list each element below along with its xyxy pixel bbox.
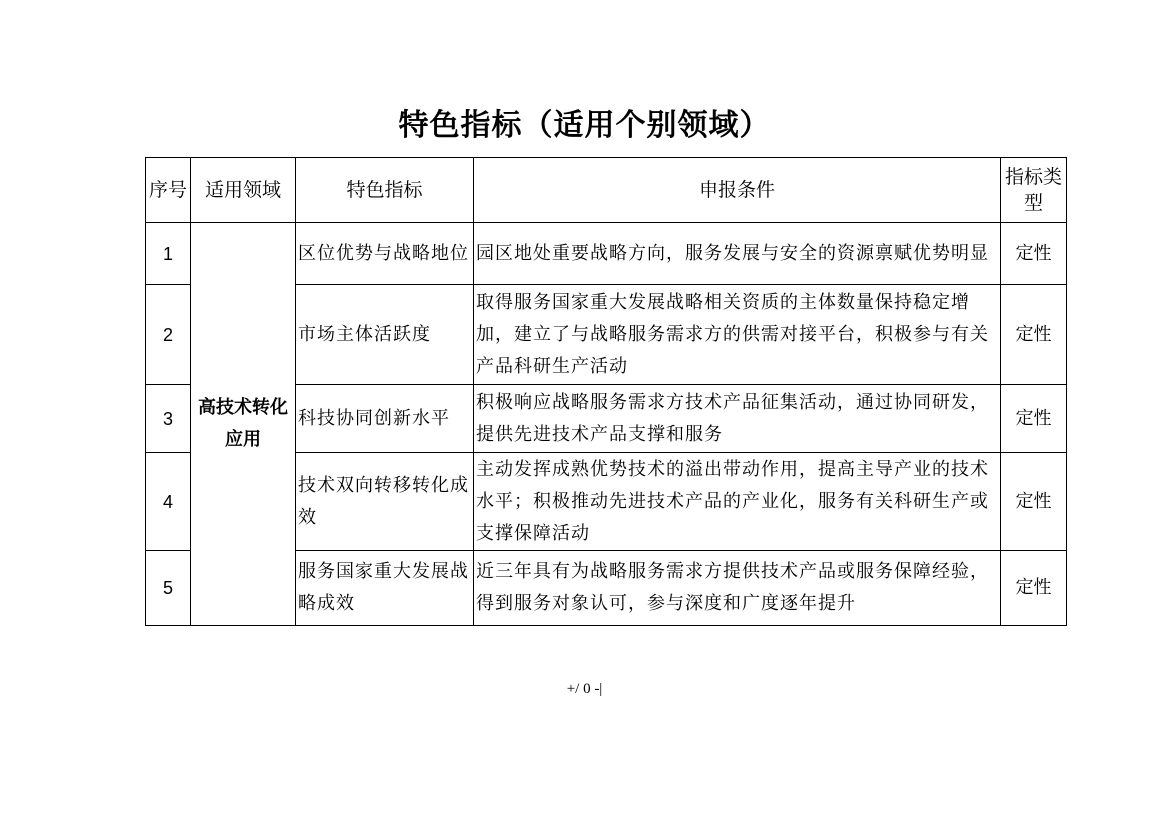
row-type: 定性 [1001, 223, 1067, 285]
row-indicator: 技术双向转移转化成效 [296, 453, 474, 551]
header-condition: 申报条件 [474, 158, 1001, 223]
row-condition: 园区地处重要战略方向，服务发展与安全的资源禀赋优势明显 [474, 223, 1001, 285]
domain-group-cell: 高技术转化应用 [191, 223, 296, 626]
row-index: 5 [146, 551, 191, 626]
page-title: 特色指标（适用个别领域） [398, 108, 771, 143]
row-type: 定性 [1001, 453, 1067, 551]
header-index: 序号 [146, 158, 191, 223]
row-type: 定性 [1001, 285, 1067, 385]
row-indicator: 科技协同创新水平 [296, 385, 474, 453]
table-row [146, 223, 1067, 285]
row-index: 2 [146, 285, 191, 385]
page-number: +/ 0 -| [566, 681, 603, 697]
row-indicator: 市场主体活跃度 [296, 285, 474, 385]
row-condition: 积极响应战略服务需求方技术产品征集活动，通过协同研发，提供先进技术产品支撑和服务 [474, 385, 1001, 453]
header-domain: 适用领域 [191, 158, 296, 223]
row-condition: 主动发挥成熟优势技术的溢出带动作用，提高主导产业的技术水平；积极推动先进技术产品的产业化，服务有关科研生产或支撑保障活动 [474, 453, 1001, 551]
row-index: 3 [146, 385, 191, 453]
row-indicator: 区位优势与战略地位 [296, 223, 474, 285]
row-condition: 取得服务国家重大发展战略相关资质的主体数量保持稳定增加，建立了与战略服务需求方的供需对接平台，积极参与有关产品科研生产活动 [474, 285, 1001, 385]
header-indicator: 特色指标 [296, 158, 474, 223]
row-indicator: 服务国家重大发展战略成效 [296, 551, 474, 626]
row-index: 4 [146, 453, 191, 551]
table-header-row [146, 158, 1067, 223]
row-type: 定性 [1001, 551, 1067, 626]
row-type: 定性 [1001, 385, 1067, 453]
indicator-table [145, 157, 1067, 626]
row-index: 1 [146, 223, 191, 285]
row-condition: 近三年具有为战略服务需求方提供技术产品或服务保障经验，得到服务对象认可，参与深度和广度逐年提升 [474, 551, 1001, 626]
header-type: 指标类型 [1001, 158, 1067, 223]
